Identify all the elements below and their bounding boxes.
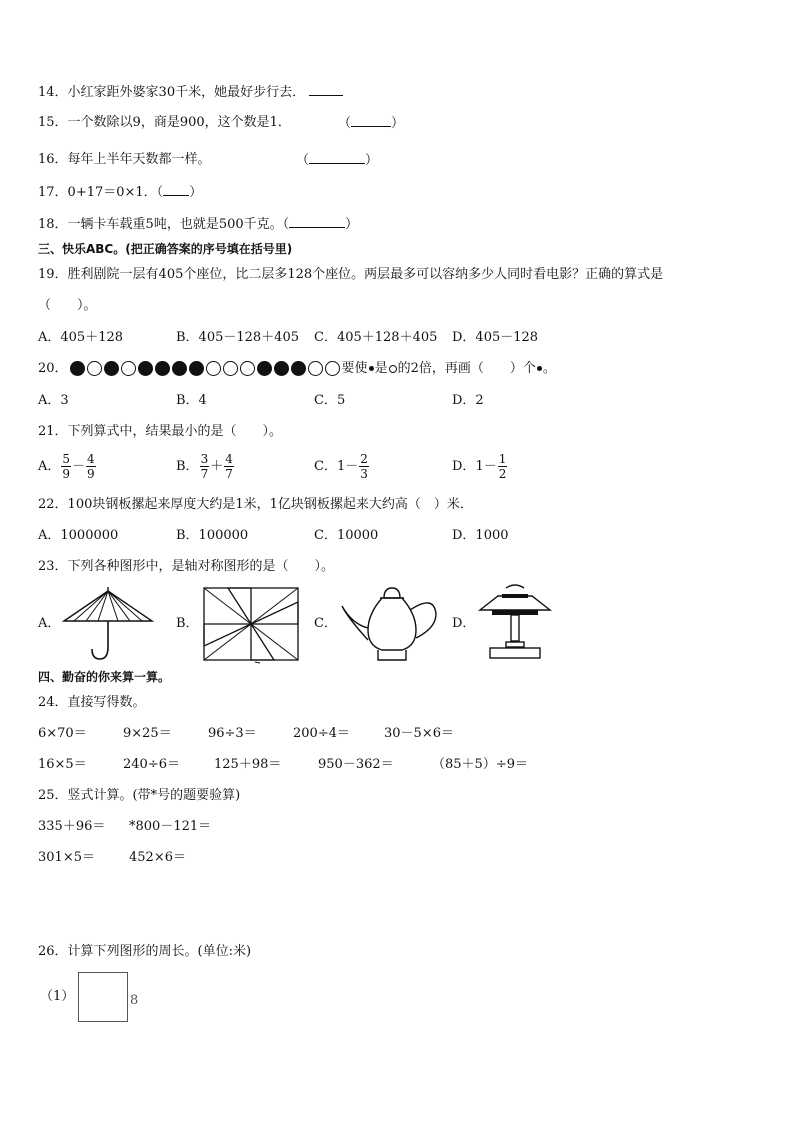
section-3-heading: 三、快乐ABC。(把正确答案的序号填在括号里)	[38, 242, 293, 256]
option-20-b[interactable]: B．4	[176, 393, 207, 408]
whole-part: 1－	[336, 459, 359, 474]
question-18-text: 18．一辆卡车载重5吨，也就是500千克。（	[38, 217, 290, 232]
question-15-text: 15．一个数除以9，商是900，这个数是1．	[38, 115, 291, 130]
sub-question-label: （1）	[40, 989, 75, 1004]
empty-circle-icon	[223, 361, 238, 376]
option-22-b[interactable]: B．100000	[176, 528, 249, 543]
section-4-heading: 四、勤奋的你来算一算。	[38, 670, 171, 684]
denominator: 7	[200, 467, 209, 481]
fraction	[200, 452, 210, 481]
question-14	[38, 83, 343, 102]
question-19-line1: 19．胜利剧院一层有405个座位，比二层多128个座位。两层最多可以容纳多少人同时看电影？正确的算式是	[38, 267, 664, 282]
option-19-c[interactable]: C．405＋128＋405	[314, 330, 438, 345]
filled-circle-icon	[104, 361, 119, 376]
calc-item: 200÷4＝	[293, 726, 350, 741]
fraction	[359, 452, 369, 481]
calc-item: 452×6＝	[129, 850, 186, 865]
numerator: 4	[225, 452, 233, 466]
question-17	[38, 183, 202, 202]
filled-circle-icon	[291, 361, 306, 376]
paren-open: （	[338, 116, 352, 131]
option-21-c[interactable]	[314, 452, 370, 481]
question-16	[38, 151, 211, 169]
option-label: B．	[176, 459, 199, 474]
fraction	[224, 452, 234, 481]
filled-circle-icon	[138, 361, 153, 376]
filled-circle-icon	[70, 361, 85, 376]
operator: －	[72, 459, 86, 474]
paren-close: ）	[365, 153, 379, 168]
question-15	[38, 114, 291, 132]
answer-blank-14[interactable]	[309, 83, 343, 96]
paren-close: ）	[345, 217, 359, 232]
filled-dot-icon	[369, 366, 374, 371]
fraction	[86, 452, 96, 481]
question-16-text: 16．每年上半年天数都一样。	[38, 152, 211, 167]
question-19-line2: （ ）。	[38, 298, 97, 313]
option-label: A．	[38, 459, 61, 474]
question-14-text: 14．小红家距外婆家30千米，她最好步行去．	[38, 85, 306, 100]
option-22-a[interactable]: A．1000000	[38, 528, 119, 543]
calc-item: *800－121＝	[129, 819, 212, 834]
question-25: 25．竖式计算。(带*号的题要验算)	[38, 788, 241, 803]
square-figure	[78, 972, 128, 1022]
numerator: 1	[498, 452, 507, 466]
filled-circle-icon	[257, 361, 272, 376]
paren-close: ）	[391, 116, 405, 131]
calc-item: 30－5×6＝	[384, 726, 454, 741]
question-20-text-1: 要使	[341, 361, 368, 376]
numerator: 5	[62, 452, 71, 466]
option-19-a[interactable]: A．405＋128	[38, 330, 124, 345]
pinwheel-icon	[200, 586, 302, 664]
denominator: 3	[360, 467, 368, 481]
answer-blank-18[interactable]	[289, 215, 345, 228]
denominator: 2	[498, 467, 507, 481]
calc-item: 301×5＝	[38, 850, 95, 865]
option-23-d-label[interactable]: D．	[452, 616, 476, 631]
question-26: 26．计算下列图形的周长。(单位:米)	[38, 944, 252, 959]
filled-dot-icon	[537, 366, 542, 371]
filled-circle-icon	[172, 361, 187, 376]
option-19-d[interactable]: D．405－128	[452, 330, 539, 345]
filled-circle-icon	[189, 361, 204, 376]
filled-circle-icon	[155, 361, 170, 376]
numerator: 3	[200, 452, 209, 466]
circle-sequence	[70, 361, 340, 376]
option-label: D．	[452, 459, 476, 474]
answer-blank-16[interactable]	[309, 151, 365, 164]
option-20-c[interactable]: C．5	[314, 393, 346, 408]
calc-item: 96÷3＝	[208, 726, 257, 741]
answer-blank-17[interactable]	[163, 183, 189, 196]
option-21-b[interactable]	[176, 452, 235, 481]
question-20-end: 。	[542, 361, 556, 376]
calc-item: 950－362＝	[318, 757, 394, 772]
lamp-icon	[476, 582, 554, 664]
empty-circle-icon	[240, 361, 255, 376]
question-17-text: 17．0+17＝0×1．（	[38, 185, 164, 200]
empty-circle-icon	[206, 361, 221, 376]
teapot-icon	[338, 584, 440, 664]
calc-item: 240÷6＝	[123, 757, 180, 772]
umbrella-icon	[60, 585, 156, 665]
option-label: C．	[314, 459, 337, 474]
empty-circle-icon	[121, 361, 136, 376]
answer-blank-15[interactable]	[351, 114, 391, 127]
fraction	[61, 452, 71, 481]
answer-paren-15	[338, 114, 404, 133]
side-length-label: 8	[130, 993, 139, 1008]
calc-item: 6×70＝	[38, 726, 87, 741]
question-21: 21．下列算式中，结果最小的是（ ）。	[38, 424, 283, 439]
empty-circle-icon	[325, 361, 340, 376]
question-20-text-2: 是	[374, 361, 388, 376]
calc-item: 16×5＝	[38, 757, 87, 772]
question-18	[38, 215, 358, 234]
option-22-c[interactable]: C．10000	[314, 528, 379, 543]
numerator: 4	[87, 452, 95, 466]
calc-item: 125＋98＝	[214, 757, 282, 772]
question-22: 22．100块钢板摞起来厚度大约是1米，1亿块钢板摞起来大约高（ ）米．	[38, 497, 473, 512]
option-20-a[interactable]: A．3	[38, 393, 69, 408]
option-21-a[interactable]	[38, 452, 97, 481]
question-20-number: 20．	[38, 361, 68, 376]
denominator: 9	[62, 467, 71, 481]
calc-item: 9×25＝	[123, 726, 172, 741]
calc-item: 335＋96＝	[38, 819, 106, 834]
empty-circle-icon	[389, 365, 397, 373]
filled-circle-icon	[274, 361, 289, 376]
calc-item: （85＋5）÷9＝	[432, 757, 528, 772]
paren-open: （	[296, 153, 310, 168]
option-22-d[interactable]: D．1000	[452, 528, 509, 543]
option-23-a-label[interactable]: A．	[38, 616, 61, 631]
fraction	[498, 452, 508, 481]
answer-paren-16	[296, 151, 378, 170]
paren-close: ）	[189, 185, 203, 200]
question-20-text-3: 的2倍，再画（ ）个	[397, 361, 536, 376]
denominator: 9	[87, 467, 95, 481]
empty-circle-icon	[308, 361, 323, 376]
option-23-c-label[interactable]: C．	[314, 616, 337, 631]
option-20-d[interactable]: D．2	[452, 393, 484, 408]
question-24: 24．直接写得数。	[38, 695, 146, 710]
question-23: 23．下列各种图形中，是轴对称图形的是（ ）。	[38, 559, 335, 574]
numerator: 2	[360, 452, 368, 466]
whole-part: 1－	[475, 459, 497, 474]
option-23-b-label[interactable]: B．	[176, 616, 199, 631]
denominator: 7	[225, 467, 233, 481]
option-21-d[interactable]	[452, 452, 508, 481]
question-20	[38, 360, 556, 378]
empty-circle-icon	[87, 361, 102, 376]
operator: ＋	[210, 459, 224, 474]
option-19-b[interactable]: B．405－128＋405	[176, 330, 299, 345]
